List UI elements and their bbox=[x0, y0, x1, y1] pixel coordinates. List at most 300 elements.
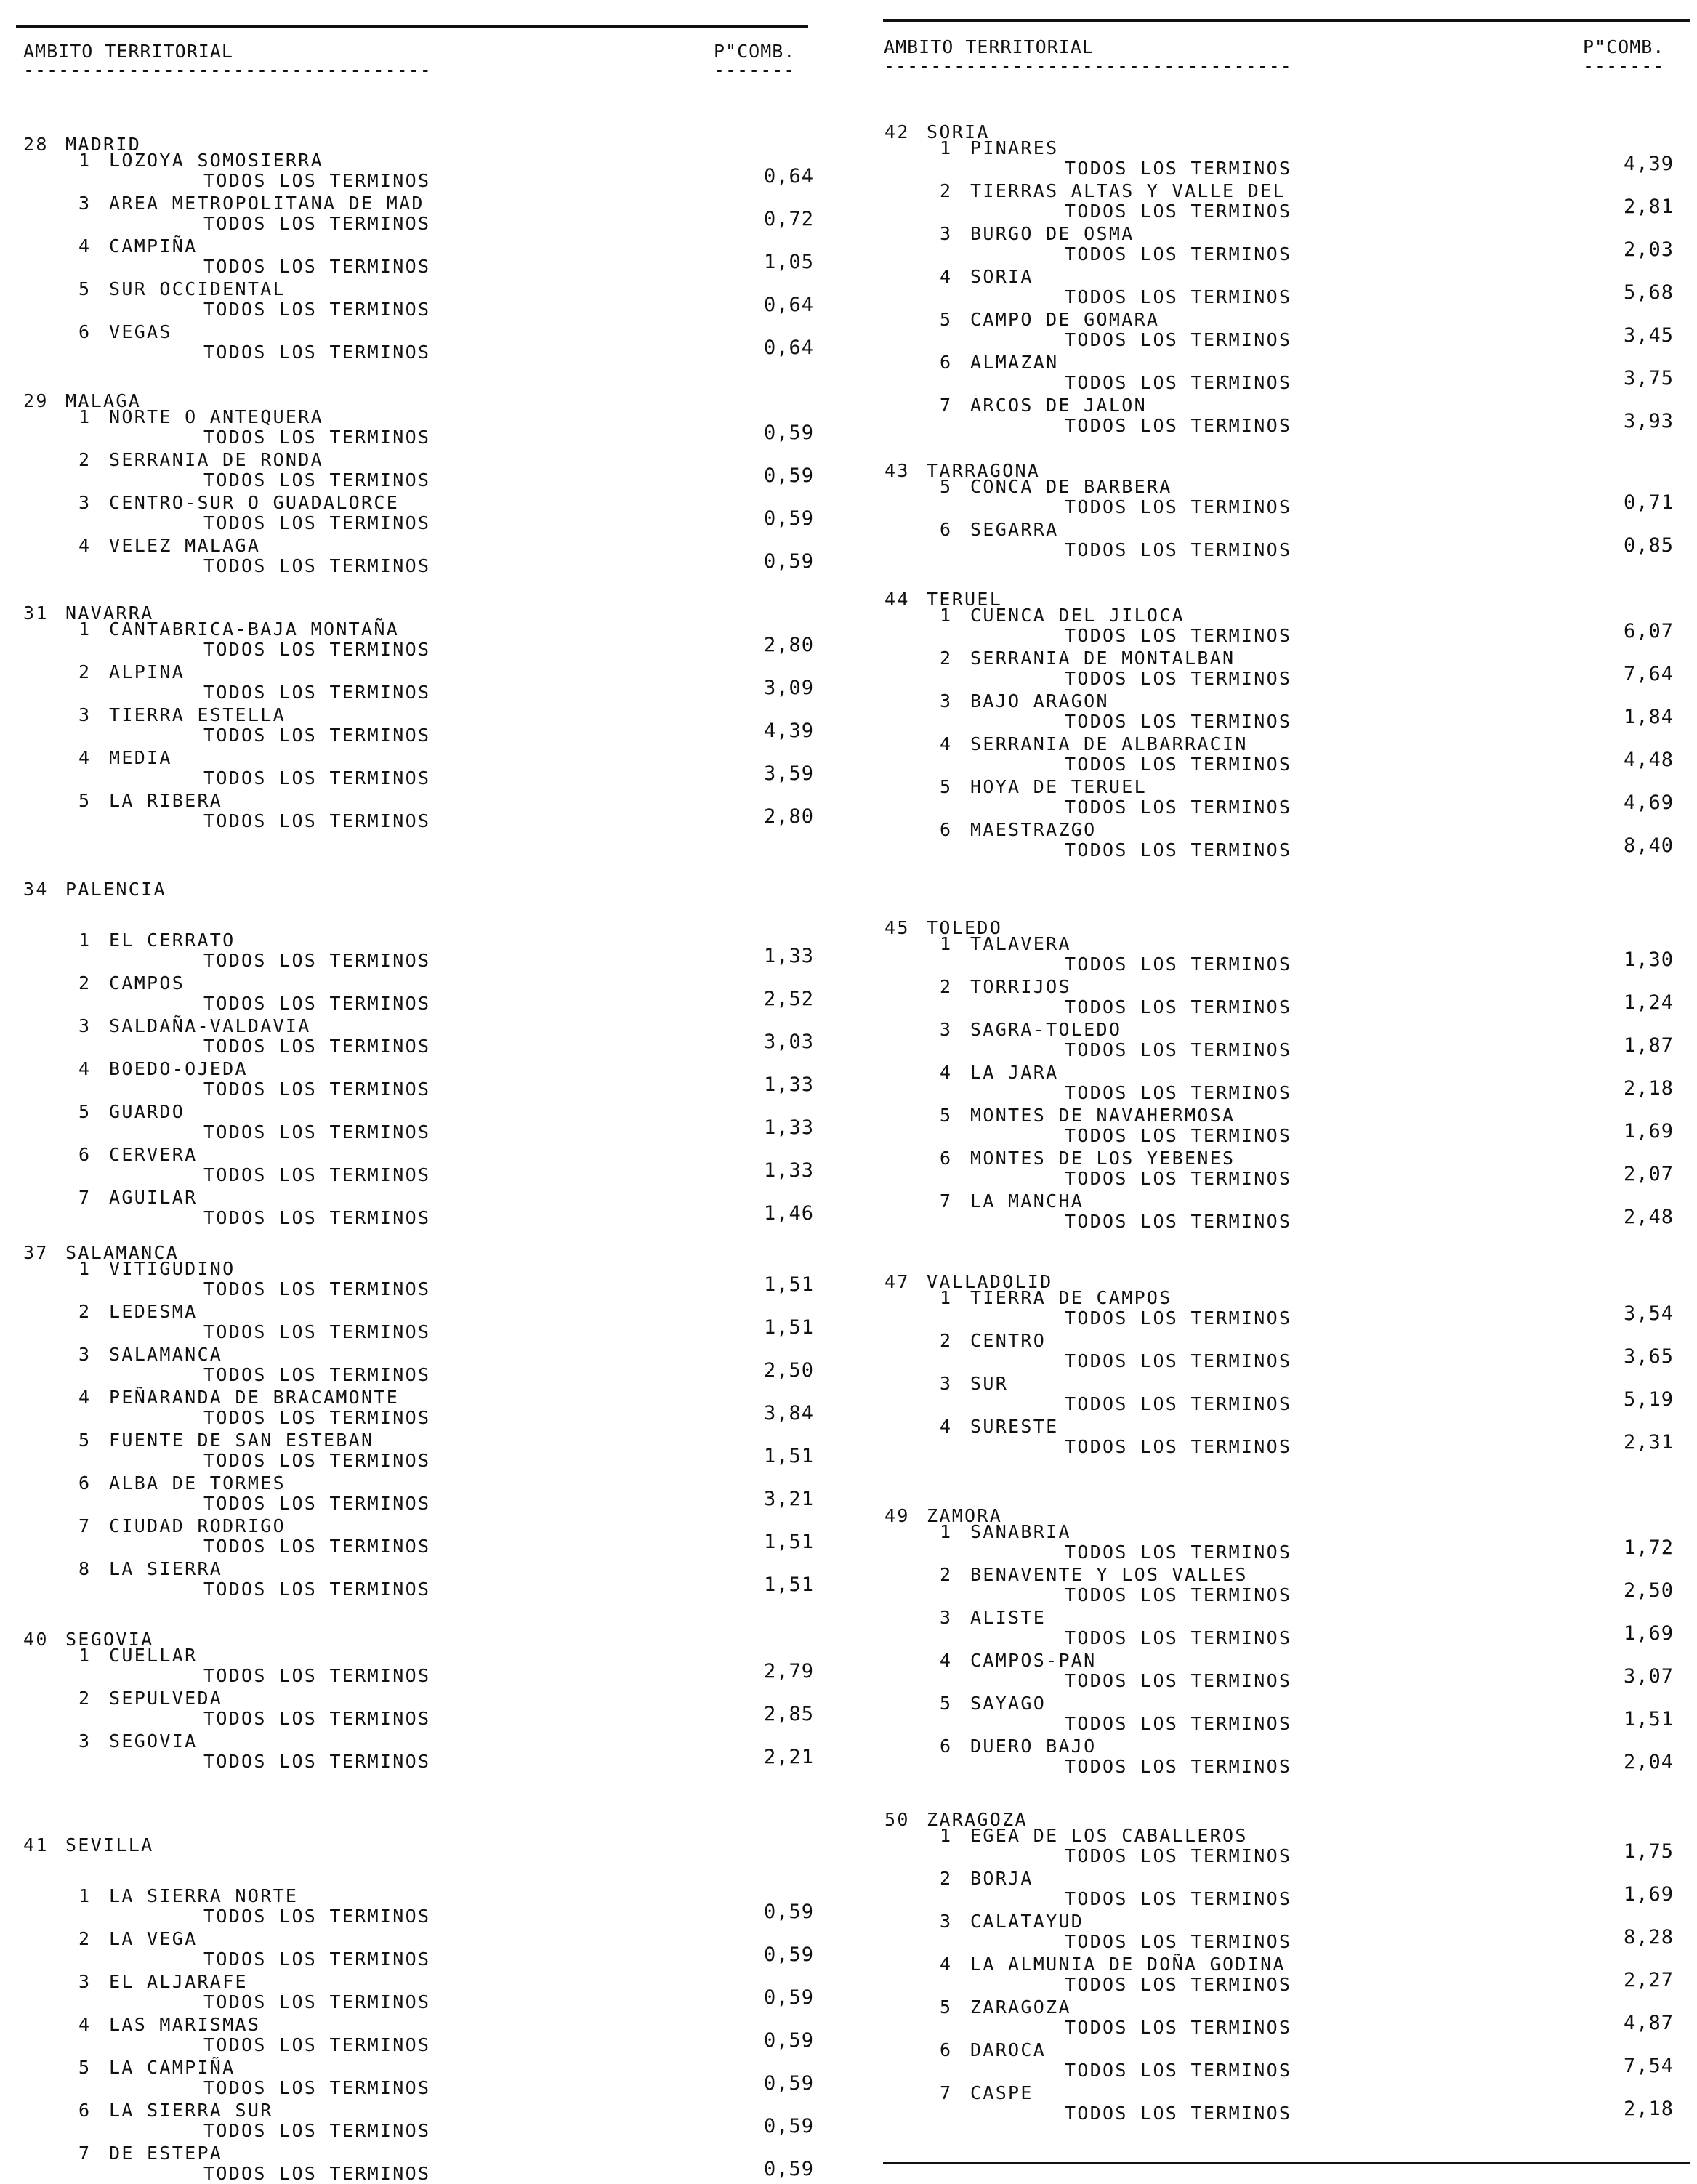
comarca-number: 2 bbox=[940, 180, 953, 201]
bottom-rule bbox=[883, 2162, 1690, 2164]
coefficient-value: 8,40 bbox=[1623, 834, 1674, 857]
scope-label: TODOS LOS TERMINOS bbox=[1065, 797, 1292, 818]
province-name: SEGOVIA bbox=[65, 1629, 154, 1650]
top-rule bbox=[883, 19, 1690, 22]
coefficient-value: 7,54 bbox=[1623, 2055, 1674, 2077]
coefficient-value: 1,75 bbox=[1623, 1840, 1674, 1863]
coefficient-value: 2,48 bbox=[1623, 1206, 1674, 1228]
comarca-name: SEGOVIA bbox=[109, 1730, 198, 1752]
coefficient-value: 0,59 bbox=[763, 2158, 814, 2180]
scope-label: TODOS LOS TERMINOS bbox=[1065, 329, 1292, 350]
comarca-name: SERRANIA DE RONDA bbox=[109, 449, 323, 470]
scope-label: TODOS LOS TERMINOS bbox=[1065, 2060, 1292, 2081]
scope-label: TODOS LOS TERMINOS bbox=[1065, 1584, 1292, 1605]
comarca-name: SEGARRA bbox=[970, 519, 1059, 540]
comarca-name: VEGAS bbox=[109, 321, 172, 342]
coefficient-value: 0,59 bbox=[763, 507, 814, 530]
comarca-name: SALAMANCA bbox=[109, 1344, 223, 1365]
comarca-name: EL ALJARAFE bbox=[109, 1971, 248, 1992]
scope-label: TODOS LOS TERMINOS bbox=[1065, 1039, 1292, 1060]
coefficient-value: 1,24 bbox=[1623, 991, 1674, 1014]
scope-label: TODOS LOS TERMINOS bbox=[1065, 1436, 1292, 1457]
province-name: SALAMANCA bbox=[65, 1242, 180, 1263]
comarca-number: 3 bbox=[940, 1019, 953, 1040]
comarca-number: 1 bbox=[78, 930, 92, 951]
scope-label: TODOS LOS TERMINOS bbox=[203, 810, 431, 831]
right-column bbox=[847, 0, 1697, 2175]
scope-label: TODOS LOS TERMINOS bbox=[1065, 1542, 1292, 1563]
coefficient-value: 5,19 bbox=[1623, 1388, 1674, 1411]
coefficient-value: 1,51 bbox=[763, 1573, 814, 1596]
coefficient-value: 1,51 bbox=[763, 1273, 814, 1296]
comarca-number: 6 bbox=[78, 1472, 92, 1494]
coefficient-value: 2,27 bbox=[1623, 1969, 1674, 1991]
province-name: PALENCIA bbox=[65, 879, 166, 900]
comarca-number: 3 bbox=[940, 223, 953, 244]
scope-label: TODOS LOS TERMINOS bbox=[1065, 754, 1292, 775]
scope-label: TODOS LOS TERMINOS bbox=[203, 1278, 431, 1299]
coefficient-value: 0,59 bbox=[763, 1901, 814, 1923]
comarca-number: 4 bbox=[940, 1954, 953, 1975]
province-name: ZARAGOZA bbox=[927, 1809, 1028, 1830]
scope-label: TODOS LOS TERMINOS bbox=[203, 1407, 431, 1428]
comarca-number: 2 bbox=[940, 1330, 953, 1351]
comarca-name: SURESTE bbox=[970, 1416, 1059, 1437]
comarca-name: TIERRA ESTELLA bbox=[109, 704, 286, 725]
comarca-number: 2 bbox=[78, 1928, 92, 1949]
scope-label: TODOS LOS TERMINOS bbox=[1065, 2017, 1292, 2038]
coefficient-value: 2,07 bbox=[1623, 1163, 1674, 1185]
scope-label: TODOS LOS TERMINOS bbox=[203, 2077, 431, 2098]
province-code: 29 bbox=[23, 390, 49, 411]
scope-label: TODOS LOS TERMINOS bbox=[1065, 839, 1292, 861]
comarca-name: LEDESMA bbox=[109, 1301, 198, 1322]
comarca-name: LOZOYA SOMOSIERRA bbox=[109, 150, 323, 171]
scope-label: TODOS LOS TERMINOS bbox=[203, 682, 431, 703]
comarca-number: 3 bbox=[940, 1911, 953, 1932]
scope-label: TODOS LOS TERMINOS bbox=[203, 1079, 431, 1100]
comarca-number: 3 bbox=[940, 1373, 953, 1394]
comarca-number: 3 bbox=[78, 1730, 92, 1752]
comarca-number: 1 bbox=[940, 1825, 953, 1846]
comarca-name: GUARDO bbox=[109, 1101, 185, 1122]
comarca-name: SUR bbox=[970, 1373, 1009, 1394]
comarca-name: FUENTE DE SAN ESTEBAN bbox=[109, 1430, 374, 1451]
coefficient-value: 2,18 bbox=[1623, 2098, 1674, 2120]
comarca-name: ZARAGOZA bbox=[970, 1996, 1071, 2018]
coefficient-value: 1,33 bbox=[763, 1159, 814, 1182]
comarca-number: 6 bbox=[940, 819, 953, 840]
comarca-number: 7 bbox=[78, 1187, 92, 1208]
comarca-number: 1 bbox=[940, 137, 953, 158]
coefficient-value: 2,03 bbox=[1623, 238, 1674, 261]
coefficient-value: 8,28 bbox=[1623, 1926, 1674, 1949]
coefficient-value: 1,69 bbox=[1623, 1120, 1674, 1143]
province-code: 42 bbox=[884, 121, 910, 142]
comarca-number: 2 bbox=[78, 1688, 92, 1709]
scope-label: TODOS LOS TERMINOS bbox=[1065, 243, 1292, 265]
scope-label: TODOS LOS TERMINOS bbox=[203, 1321, 431, 1342]
scope-label: TODOS LOS TERMINOS bbox=[203, 1991, 431, 2012]
province-code: 49 bbox=[884, 1505, 910, 1526]
scope-label: TODOS LOS TERMINOS bbox=[203, 170, 431, 191]
scope-label: TODOS LOS TERMINOS bbox=[1065, 539, 1292, 560]
scope-label: TODOS LOS TERMINOS bbox=[203, 427, 431, 448]
comarca-number: 1 bbox=[78, 1885, 92, 1906]
comarca-number: 3 bbox=[78, 492, 92, 513]
coefficient-value: 4,69 bbox=[1623, 791, 1674, 814]
coefficient-value: 1,33 bbox=[763, 1116, 814, 1139]
comarca-number: 4 bbox=[78, 747, 92, 768]
comarca-name: TIERRA DE CAMPOS bbox=[970, 1287, 1172, 1308]
scope-label: TODOS LOS TERMINOS bbox=[203, 1364, 431, 1385]
coefficient-value: 6,07 bbox=[1623, 620, 1674, 642]
comarca-name: NORTE O ANTEQUERA bbox=[109, 406, 323, 427]
coefficient-value: 2,80 bbox=[763, 805, 814, 828]
comarca-name: LA SIERRA bbox=[109, 1558, 223, 1579]
coefficient-value: 1,51 bbox=[763, 1531, 814, 1553]
scope-label: TODOS LOS TERMINOS bbox=[1065, 954, 1292, 975]
coefficient-value: 1,05 bbox=[763, 251, 814, 273]
scope-label: TODOS LOS TERMINOS bbox=[203, 470, 431, 491]
comarca-number: 3 bbox=[78, 704, 92, 725]
comarca-number: 5 bbox=[78, 2057, 92, 2078]
comarca-name: CENTRO bbox=[970, 1330, 1047, 1351]
coefficient-value: 0,59 bbox=[763, 464, 814, 487]
comarca-name: AREA METROPOLITANA DE MAD bbox=[109, 193, 424, 214]
scope-label: TODOS LOS TERMINOS bbox=[1065, 1393, 1292, 1414]
comarca-name: SEPULVEDA bbox=[109, 1688, 223, 1709]
comarca-name: AGUILAR bbox=[109, 1187, 198, 1208]
scope-label: TODOS LOS TERMINOS bbox=[1065, 372, 1292, 393]
comarca-name: HOYA DE TERUEL bbox=[970, 776, 1147, 797]
column-header-value: P"COMB. bbox=[1583, 36, 1665, 57]
scope-label: TODOS LOS TERMINOS bbox=[1065, 1974, 1292, 1995]
comarca-number: 5 bbox=[78, 1430, 92, 1451]
comarca-name: LA MANCHA bbox=[970, 1190, 1084, 1212]
comarca-number: 2 bbox=[78, 1301, 92, 1322]
comarca-name: SANABRIA bbox=[970, 1521, 1071, 1542]
coefficient-value: 0,64 bbox=[763, 294, 814, 316]
comarca-name: TIERRAS ALTAS Y VALLE DEL bbox=[970, 180, 1286, 201]
scope-label: TODOS LOS TERMINOS bbox=[203, 1906, 431, 1927]
coefficient-value: 3,07 bbox=[1623, 1665, 1674, 1688]
scope-label: TODOS LOS TERMINOS bbox=[203, 1121, 431, 1143]
comarca-name: CERVERA bbox=[109, 1144, 198, 1165]
comarca-number: 1 bbox=[940, 605, 953, 626]
coefficient-value: 3,45 bbox=[1623, 324, 1674, 347]
comarca-name: CALATAYUD bbox=[970, 1911, 1084, 1932]
comarca-name: BAJO ARAGON bbox=[970, 690, 1109, 712]
scope-label: TODOS LOS TERMINOS bbox=[1065, 158, 1292, 179]
scope-label: TODOS LOS TERMINOS bbox=[1065, 711, 1292, 732]
scope-label: TODOS LOS TERMINOS bbox=[203, 299, 431, 320]
comarca-number: 1 bbox=[78, 150, 92, 171]
comarca-number: 2 bbox=[940, 1868, 953, 1889]
comarca-name: DAROCA bbox=[970, 2039, 1047, 2060]
scope-label: TODOS LOS TERMINOS bbox=[203, 1536, 431, 1557]
comarca-name: LA SIERRA NORTE bbox=[109, 1885, 299, 1906]
coefficient-value: 4,39 bbox=[763, 720, 814, 742]
comarca-name: BORJA bbox=[970, 1868, 1033, 1889]
scope-label: TODOS LOS TERMINOS bbox=[203, 512, 431, 533]
comarca-name: MONTES DE NAVAHERMOSA bbox=[970, 1105, 1236, 1126]
province-code: 40 bbox=[23, 1629, 49, 1650]
comarca-number: 2 bbox=[940, 648, 953, 669]
scope-label: TODOS LOS TERMINOS bbox=[1065, 1125, 1292, 1146]
province-name: TERUEL bbox=[927, 589, 1003, 610]
province-code: 44 bbox=[884, 589, 910, 610]
coefficient-value: 7,64 bbox=[1623, 663, 1674, 685]
comarca-number: 5 bbox=[940, 1105, 953, 1126]
coefficient-value: 1,30 bbox=[1623, 948, 1674, 971]
coefficient-value: 1,87 bbox=[1623, 1034, 1674, 1057]
comarca-name: LA CAMPIÑA bbox=[109, 2057, 235, 2078]
scope-label: TODOS LOS TERMINOS bbox=[1065, 1756, 1292, 1777]
coefficient-value: 0,64 bbox=[763, 337, 814, 359]
province-code: 37 bbox=[23, 1242, 49, 1263]
comarca-number: 6 bbox=[940, 352, 953, 373]
scope-label: TODOS LOS TERMINOS bbox=[1065, 415, 1292, 436]
scope-label: TODOS LOS TERMINOS bbox=[1065, 1350, 1292, 1371]
comarca-number: 5 bbox=[78, 1101, 92, 1122]
scope-label: TODOS LOS TERMINOS bbox=[203, 993, 431, 1014]
scope-label: TODOS LOS TERMINOS bbox=[1065, 1307, 1292, 1329]
scope-label: TODOS LOS TERMINOS bbox=[203, 555, 431, 576]
scope-label: TODOS LOS TERMINOS bbox=[1065, 1888, 1292, 1909]
coefficient-value: 3,59 bbox=[763, 762, 814, 785]
comarca-number: 6 bbox=[78, 321, 92, 342]
comarca-number: 1 bbox=[78, 406, 92, 427]
comarca-number: 5 bbox=[940, 476, 953, 497]
top-rule bbox=[16, 25, 808, 28]
province-name: MALAGA bbox=[65, 390, 142, 411]
coefficient-value: 2,50 bbox=[1623, 1579, 1674, 1602]
comarca-name: TORRIJOS bbox=[970, 976, 1071, 997]
scope-label: TODOS LOS TERMINOS bbox=[1065, 201, 1292, 222]
comarca-number: 7 bbox=[940, 395, 953, 416]
coefficient-value: 1,33 bbox=[763, 945, 814, 967]
comarca-number: 7 bbox=[78, 1515, 92, 1536]
province-name: MADRID bbox=[65, 134, 142, 155]
coefficient-value: 1,69 bbox=[1623, 1883, 1674, 1906]
scope-label: TODOS LOS TERMINOS bbox=[1065, 1211, 1292, 1232]
scope-label: TODOS LOS TERMINOS bbox=[203, 950, 431, 971]
comarca-name: ALISTE bbox=[970, 1607, 1047, 1628]
comarca-name: LAS MARISMAS bbox=[109, 2014, 261, 2035]
coefficient-value: 1,72 bbox=[1623, 1536, 1674, 1559]
scope-label: TODOS LOS TERMINOS bbox=[1065, 996, 1292, 1018]
comarca-number: 1 bbox=[940, 1287, 953, 1308]
scope-label: TODOS LOS TERMINOS bbox=[1065, 1931, 1292, 1952]
comarca-name: CANTABRICA-BAJA MONTAÑA bbox=[109, 618, 400, 640]
coefficient-value: 0,59 bbox=[763, 1986, 814, 2009]
province-code: 50 bbox=[884, 1809, 910, 1830]
scope-label: TODOS LOS TERMINOS bbox=[1065, 668, 1292, 689]
comarca-name: CAMPO DE GOMARA bbox=[970, 309, 1160, 330]
comarca-name: CENTRO-SUR O GUADALORCE bbox=[109, 492, 400, 513]
scope-label: TODOS LOS TERMINOS bbox=[203, 725, 431, 746]
scope-label: TODOS LOS TERMINOS bbox=[203, 1207, 431, 1228]
comarca-number: 6 bbox=[78, 2100, 92, 2121]
coefficient-value: 0,71 bbox=[1623, 491, 1674, 514]
coefficient-value: 2,81 bbox=[1623, 196, 1674, 218]
header-underline-value: ------- bbox=[714, 60, 796, 81]
comarca-name: ALMAZAN bbox=[970, 352, 1059, 373]
comarca-name: LA VEGA bbox=[109, 1928, 198, 1949]
coefficient-value: 2,18 bbox=[1623, 1077, 1674, 1100]
comarca-name: SUR OCCIDENTAL bbox=[109, 278, 286, 299]
scope-label: TODOS LOS TERMINOS bbox=[1065, 2103, 1292, 2124]
scope-label: TODOS LOS TERMINOS bbox=[203, 213, 431, 234]
scope-label: TODOS LOS TERMINOS bbox=[1065, 625, 1292, 646]
header-underline: ----------------------------------- bbox=[23, 60, 432, 81]
comarca-number: 3 bbox=[940, 690, 953, 712]
column-header-territory: AMBITO TERRITORIAL bbox=[884, 36, 1094, 57]
scope-label: TODOS LOS TERMINOS bbox=[203, 1164, 431, 1185]
coefficient-value: 3,09 bbox=[763, 677, 814, 699]
comarca-number: 5 bbox=[940, 1693, 953, 1714]
scope-label: TODOS LOS TERMINOS bbox=[203, 256, 431, 277]
scope-label: TODOS LOS TERMINOS bbox=[203, 342, 431, 363]
coefficient-value: 0,59 bbox=[763, 550, 814, 573]
comarca-number: 4 bbox=[78, 1387, 92, 1408]
coefficient-value: 0,59 bbox=[763, 2072, 814, 2095]
scope-label: TODOS LOS TERMINOS bbox=[1065, 1670, 1292, 1691]
scope-label: TODOS LOS TERMINOS bbox=[203, 1708, 431, 1729]
column-header-value: P"COMB. bbox=[714, 41, 796, 62]
comarca-number: 4 bbox=[940, 1650, 953, 1671]
coefficient-value: 2,79 bbox=[763, 1660, 814, 1683]
scope-label: TODOS LOS TERMINOS bbox=[1065, 1627, 1292, 1648]
comarca-number: 1 bbox=[78, 618, 92, 640]
province-name: VALLADOLID bbox=[927, 1271, 1053, 1292]
scope-label: TODOS LOS TERMINOS bbox=[203, 2120, 431, 2141]
comarca-number: 1 bbox=[940, 1521, 953, 1542]
comarca-number: 3 bbox=[78, 193, 92, 214]
scope-label: TODOS LOS TERMINOS bbox=[203, 1036, 431, 1057]
comarca-name: PEÑARANDA DE BRACAMONTE bbox=[109, 1387, 400, 1408]
comarca-name: MAESTRAZGO bbox=[970, 819, 1097, 840]
comarca-name: DUERO BAJO bbox=[970, 1736, 1097, 1757]
comarca-number: 4 bbox=[78, 2014, 92, 2035]
province-code: 31 bbox=[23, 603, 49, 624]
comarca-number: 5 bbox=[940, 1996, 953, 2018]
coefficient-value: 3,65 bbox=[1623, 1345, 1674, 1368]
scope-label: TODOS LOS TERMINOS bbox=[1065, 496, 1292, 517]
province-code: 34 bbox=[23, 879, 49, 900]
comarca-name: VITIGUDINO bbox=[109, 1258, 235, 1279]
coefficient-value: 1,69 bbox=[1623, 1622, 1674, 1645]
scope-label: TODOS LOS TERMINOS bbox=[203, 1493, 431, 1514]
coefficient-value: 1,51 bbox=[763, 1316, 814, 1339]
coefficient-value: 2,85 bbox=[763, 1703, 814, 1725]
coefficient-value: 0,72 bbox=[763, 208, 814, 230]
coefficient-value: 0,85 bbox=[1623, 534, 1674, 557]
header-underline-value: ------- bbox=[1583, 55, 1665, 76]
comarca-number: 4 bbox=[940, 733, 953, 754]
comarca-number: 6 bbox=[78, 1144, 92, 1165]
comarca-number: 5 bbox=[940, 776, 953, 797]
scope-label: TODOS LOS TERMINOS bbox=[203, 639, 431, 660]
coefficient-value: 3,21 bbox=[763, 1488, 814, 1510]
scope-label: TODOS LOS TERMINOS bbox=[1065, 1713, 1292, 1734]
scope-label: TODOS LOS TERMINOS bbox=[203, 1579, 431, 1600]
province-name: ZAMORA bbox=[927, 1505, 1003, 1526]
comarca-number: 1 bbox=[78, 1258, 92, 1279]
coefficient-value: 2,31 bbox=[1623, 1431, 1674, 1454]
province-name: NAVARRA bbox=[65, 603, 154, 624]
coefficient-value: 0,59 bbox=[763, 2115, 814, 2137]
scope-label: TODOS LOS TERMINOS bbox=[1065, 1168, 1292, 1189]
comarca-number: 5 bbox=[940, 309, 953, 330]
comarca-number: 1 bbox=[940, 933, 953, 954]
scope-label: TODOS LOS TERMINOS bbox=[203, 767, 431, 789]
comarca-number: 4 bbox=[940, 1416, 953, 1437]
comarca-name: LA JARA bbox=[970, 1062, 1059, 1083]
comarca-number: 4 bbox=[940, 1062, 953, 1083]
scope-label: TODOS LOS TERMINOS bbox=[203, 1665, 431, 1686]
comarca-number: 2 bbox=[78, 661, 92, 682]
province-name: SORIA bbox=[927, 121, 990, 142]
province-name: TOLEDO bbox=[927, 917, 1003, 938]
coefficient-value: 1,33 bbox=[763, 1073, 814, 1096]
comarca-number: 7 bbox=[940, 1190, 953, 1212]
coefficient-value: 3,03 bbox=[763, 1031, 814, 1053]
comarca-name: CAMPOS bbox=[109, 972, 185, 994]
comarca-name: SAGRA-TOLEDO bbox=[970, 1019, 1122, 1040]
coefficient-value: 2,50 bbox=[763, 1359, 814, 1382]
coefficient-value: 2,52 bbox=[763, 988, 814, 1010]
comarca-number: 6 bbox=[940, 1148, 953, 1169]
comarca-number: 6 bbox=[940, 2039, 953, 2060]
comarca-name: CONCA DE BARBERA bbox=[970, 476, 1172, 497]
coefficient-value: 0,59 bbox=[763, 422, 814, 444]
comarca-number: 5 bbox=[78, 278, 92, 299]
comarca-name: BOEDO-OJEDA bbox=[109, 1058, 248, 1079]
comarca-number: 3 bbox=[940, 1607, 953, 1628]
comarca-name: MEDIA bbox=[109, 747, 172, 768]
comarca-number: 2 bbox=[78, 972, 92, 994]
coefficient-value: 2,80 bbox=[763, 634, 814, 656]
comarca-number: 4 bbox=[940, 266, 953, 287]
coefficient-value: 0,64 bbox=[763, 165, 814, 188]
comarca-number: 4 bbox=[78, 1058, 92, 1079]
comarca-number: 2 bbox=[940, 1564, 953, 1585]
comarca-number: 4 bbox=[78, 235, 92, 257]
comarca-name: SERRANIA DE MONTALBAN bbox=[970, 648, 1236, 669]
comarca-number: 6 bbox=[940, 519, 953, 540]
coefficient-value: 3,84 bbox=[763, 1402, 814, 1425]
coefficient-value: 4,48 bbox=[1623, 749, 1674, 771]
coefficient-value: 1,51 bbox=[1623, 1708, 1674, 1730]
comarca-number: 3 bbox=[78, 1015, 92, 1036]
coefficient-value: 0,59 bbox=[763, 2029, 814, 2052]
province-code: 43 bbox=[884, 460, 910, 481]
comarca-name: SALDAÑA-VALDAVIA bbox=[109, 1015, 311, 1036]
comarca-name: LA SIERRA SUR bbox=[109, 2100, 273, 2121]
comarca-name: ARCOS DE JALON bbox=[970, 395, 1147, 416]
comarca-name: PINARES bbox=[970, 137, 1059, 158]
comarca-number: 7 bbox=[940, 2082, 953, 2103]
scope-label: TODOS LOS TERMINOS bbox=[203, 2163, 431, 2184]
comarca-name: ALBA DE TORMES bbox=[109, 1472, 286, 1494]
coefficient-value: 5,68 bbox=[1623, 281, 1674, 304]
comarca-name: BENAVENTE Y LOS VALLES bbox=[970, 1564, 1248, 1585]
comarca-name: ALPINA bbox=[109, 661, 185, 682]
province-name: TARRAGONA bbox=[927, 460, 1041, 481]
coefficient-value: 4,87 bbox=[1623, 2012, 1674, 2034]
